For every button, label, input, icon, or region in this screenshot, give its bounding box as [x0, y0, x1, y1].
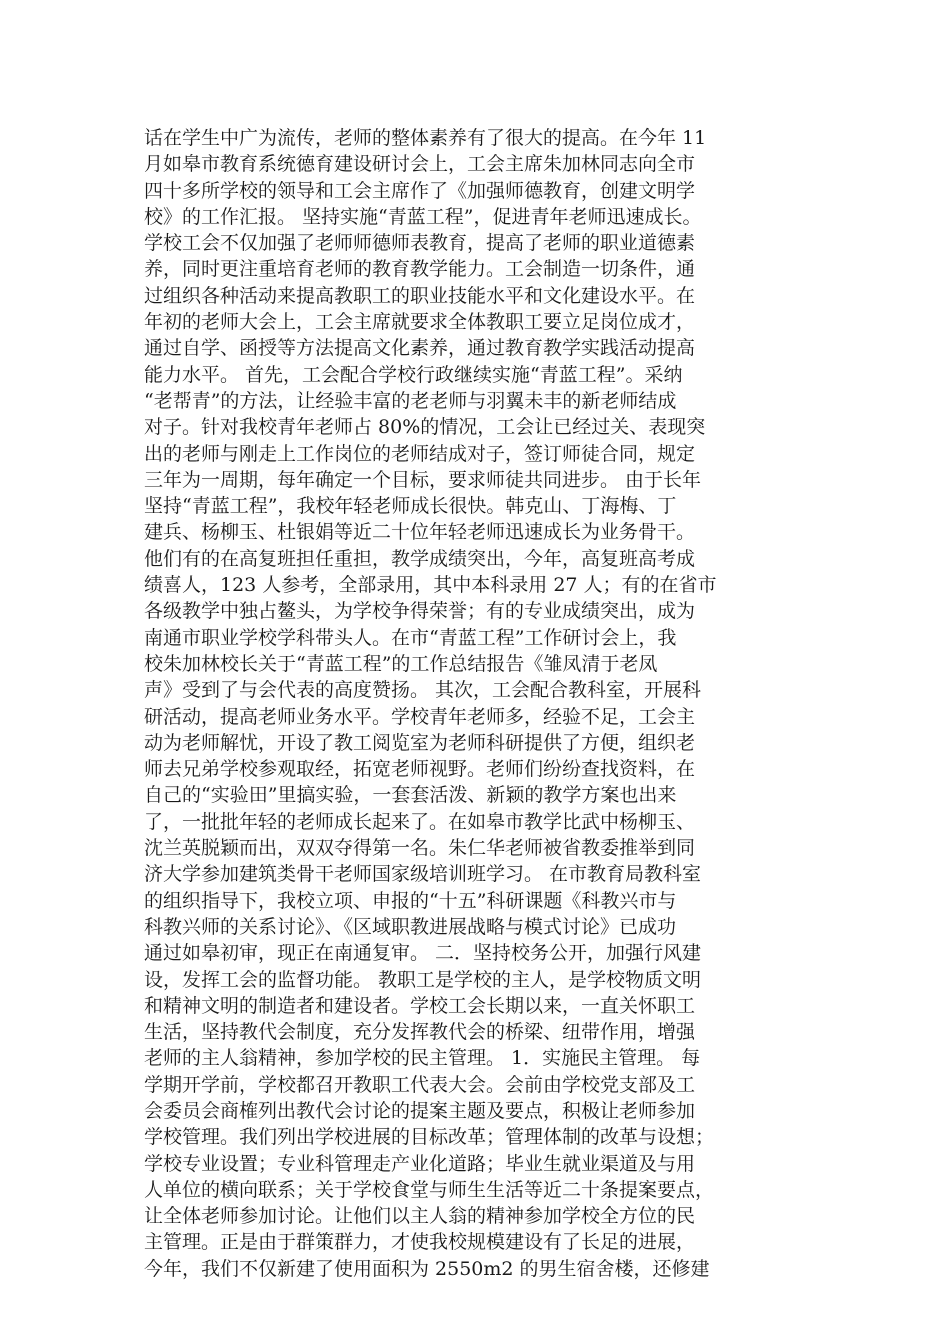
text-line: 南通市职业学校学科带头人。在市“青蓝工程”工作研讨会上，我: [144, 626, 677, 649]
text-line: 能力水平。 首先，工会配合学校行政继续实施“青蓝工程”。采纳: [144, 363, 683, 386]
text-line: 各级教学中独占鳌头，为学校争得荣誉；有的专业成绩突出，成为: [144, 600, 696, 623]
text-line: 养，同时更注重培育老师的教育教学能力。工会制造一切条件，通: [144, 258, 696, 281]
text-line: 年初的老师大会上，工会主席就要求全体教职工要立足岗位成才，: [144, 311, 696, 334]
text-line: 自己的“实验田”里搞实验，一套套活泼、新颖的教学方案也出来: [144, 784, 677, 807]
text-line: 他们有的在高复班担任重担，教学成绩突出，今年，高复班高考成: [144, 547, 696, 570]
text-line: 学校专业设置；专业科管理走产业化道路；毕业生就业渠道及与用: [144, 1152, 696, 1175]
text-line: 校朱加林校长关于“青蓝工程”的工作总结报告《雏凤清于老凤: [144, 652, 658, 675]
text-line: 会委员会商榷列出教代会讨论的提案主题及要点，积极让老师参加: [144, 1099, 696, 1122]
text-line: 了，一批批年轻的老师成长起来了。在如皋市教学比武中杨柳玉、: [144, 810, 696, 833]
text-line: 三年为一周期，每年确定一个目标，要求师徒共同进步。 由于长年: [144, 468, 702, 491]
text-line: 老师的主人翁精神，参加学校的民主管理。 1．实施民主管理。 每: [144, 1047, 701, 1070]
text-line: 学校管理。我们列出学校进展的目标改革；管理体制的改革与设想；: [144, 1126, 715, 1149]
text-line: 坚持“青蓝工程”，我校年轻老师成长很快。韩克山、丁海梅、丁: [144, 495, 677, 518]
text-line: 校》的工作汇报。 坚持实施“青蓝工程”，促进青年老师迅速成长。: [144, 205, 702, 228]
text-line: 让全体老师参加讨论。让他们以主人翁的精神参加学校全方位的民: [144, 1205, 696, 1228]
text-line: 和精神文明的制造者和建设者。学校工会长期以来，一直关怀职工: [144, 994, 696, 1017]
text-line: 的组织指导下，我校立项、申报的“十五”科研课题《科教兴市与: [144, 889, 677, 912]
text-line: 研活动，提高老师业务水平。学校青年老师多，经验不足，工会主: [144, 705, 696, 728]
text-line: 学期开学前，学校都召开教职工代表大会。会前由学校党支部及工: [144, 1073, 696, 1096]
text-line: 声》受到了与会代表的高度赞扬。 其次，工会配合教科室，开展科: [144, 679, 702, 702]
text-line: 济大学参加建筑类骨干老师国家级培训班学习。 在市教育局教科室: [144, 863, 702, 886]
text-line: 主管理。正是由于群策群力，才使我校规模建设有了长足的进展，: [144, 1231, 696, 1254]
text-line: 沈兰英脱颖而出，双双夺得第一名。朱仁华老师被省教委推举到同: [144, 837, 696, 860]
text-line: 师去兄弟学校参观取经，拓宽老师视野。老师们纷纷查找资料，在: [144, 758, 696, 781]
text-line: 生活，坚持教代会制度，充分发挥教代会的桥梁、纽带作用，增强: [144, 1021, 696, 1044]
text-line: 话在学生中广为流传，老师的整体素养有了很大的提高。在今年 11: [144, 127, 707, 149]
text-line: 今年，我们不仅新建了使用面积为 2550m2 的男生宿舍楼，还修建: [144, 1257, 710, 1280]
text-line: 通过如皋初审，现正在南通复审。 二．坚持校务公开，加强行风建: [144, 942, 702, 965]
text-line: 月如皋市教育系统德育建设研讨会上，工会主席朱加林同志向全市: [144, 153, 696, 176]
text-line: 人单位的横向联系；关于学校食堂与师生生活等近二十条提案要点，: [144, 1178, 715, 1201]
text-line: 对子。针对我校青年老师占 80%的情况，工会让已经过关、表现突: [144, 416, 706, 439]
text-line: 学校工会不仅加强了老师师德师表教育，提高了老师的职业道德素: [144, 232, 696, 255]
text-line: 动为老师解忧，开设了教工阅览室为老师科研提供了方便，组织老: [144, 731, 696, 754]
body-text: [144, 125, 824, 1282]
text-line: 设，发挥工会的监督功能。 教职工是学校的主人，是学校物质文明: [144, 968, 702, 991]
text-line: “老帮青”的方法，让经验丰富的老老师与羽翼未丰的新老师结成: [144, 389, 677, 412]
text-line: 科教兴师的关系讨论》、《区域职教进展战略与模式讨论》已成功: [144, 915, 677, 938]
text-line: 四十多所学校的领导和工会主席作了《加强师德教育，创建文明学: [144, 179, 696, 202]
text-line: 建兵、杨柳玉、杜银娟等近二十位年轻老师迅速成长为业务骨干。: [144, 521, 696, 544]
text-line: 出的老师与刚走上工作岗位的老师结成对子，签订师徒合同，规定: [144, 442, 696, 465]
text-line: 通过自学、函授等方法提高文化素养，通过教育教学实践活动提高: [144, 337, 696, 360]
text-line: 绩喜人，123 人参考，全部录用，其中本科录用 27 人；有的在省市: [144, 574, 717, 597]
text-line: 过组织各种活动来提高教职工的职业技能水平和文化建设水平。在: [144, 284, 696, 307]
